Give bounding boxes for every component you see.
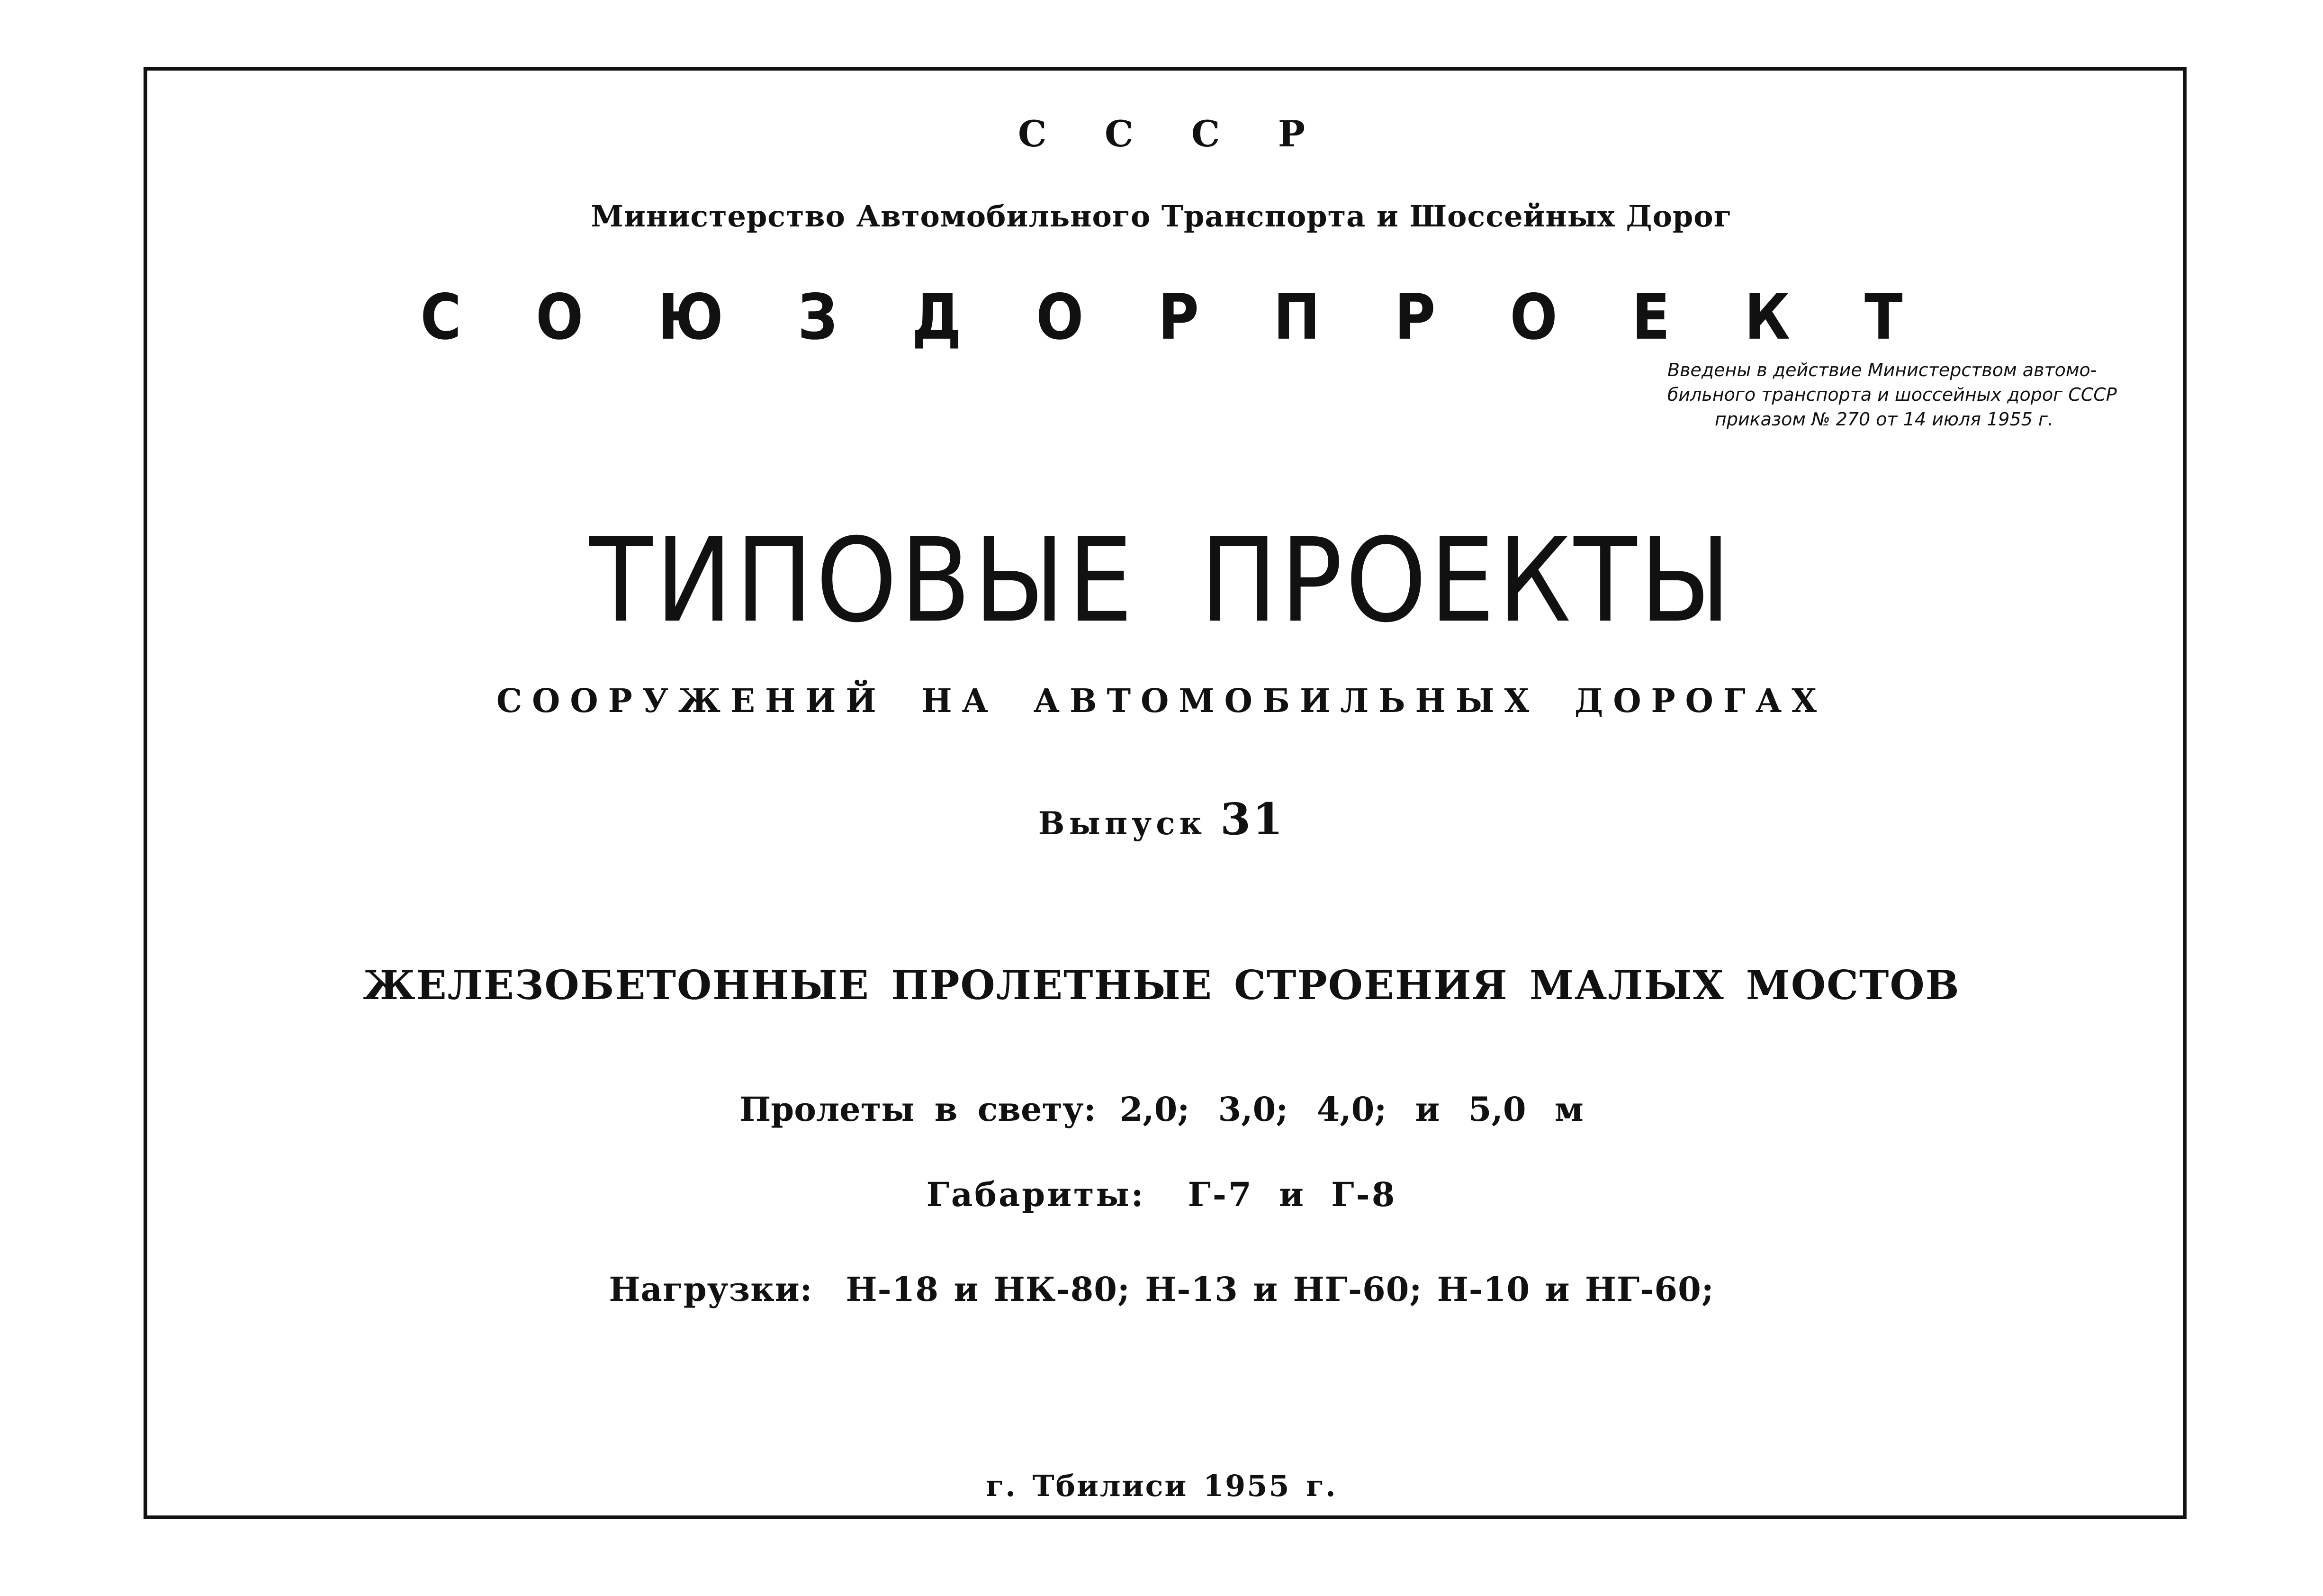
decree-note-line: Введены в действие Министерством автомо- bbox=[1667, 360, 2097, 380]
issue-line bbox=[0, 793, 2323, 845]
loads-value: Н-18 и НК-80; Н-13 и НГ-60; Н-10 и НГ-60; bbox=[846, 1270, 1714, 1309]
document-subtitle: СООРУЖЕНИЙ НА АВТОМОБИЛЬНЫХ ДОРОГАХ bbox=[496, 682, 1827, 720]
loads-label: Нагрузки: bbox=[609, 1270, 813, 1309]
spans-label: Пролеты в свету: bbox=[739, 1090, 1096, 1129]
place-and-year: г. Тбилиси 1955 г. bbox=[986, 1469, 1337, 1503]
spans-line bbox=[0, 1090, 2323, 1129]
document-title: ТИПОВЫЕ ПРОЕКТЫ bbox=[589, 514, 1734, 649]
organization-heading: С О Ю З Д О Р П Р О Е К Т bbox=[420, 280, 1930, 354]
country-heading: С С С Р bbox=[1018, 113, 1328, 155]
loads-line bbox=[0, 1270, 2323, 1309]
decree-note-line: приказом № 270 от 14 июля 1955 г. bbox=[1715, 409, 2053, 430]
decree-note bbox=[1667, 358, 2179, 432]
ministry-heading: Министерство Автомобильного Транспорта и Шоссейных Дорог bbox=[591, 199, 1732, 234]
spans-value: 2,0; 3,0; 4,0; и 5,0 м bbox=[1119, 1090, 1584, 1129]
clearances-value: Г-7 и Г-8 bbox=[1188, 1175, 1397, 1214]
clearances-line bbox=[0, 1175, 2323, 1214]
issue-number: 31 bbox=[1220, 793, 1285, 845]
project-name: ЖЕЛЕЗОБЕТОННЫЕ ПРОЛЕТНЫЕ СТРОЕНИЯ МАЛЫХ МОСТОВ bbox=[363, 962, 1960, 1009]
clearances-label: Габариты: bbox=[926, 1175, 1145, 1214]
issue-label: Выпуск bbox=[1038, 805, 1207, 842]
decree-note-line: бильного транспорта и шоссейных дорог СССР bbox=[1667, 384, 2117, 405]
